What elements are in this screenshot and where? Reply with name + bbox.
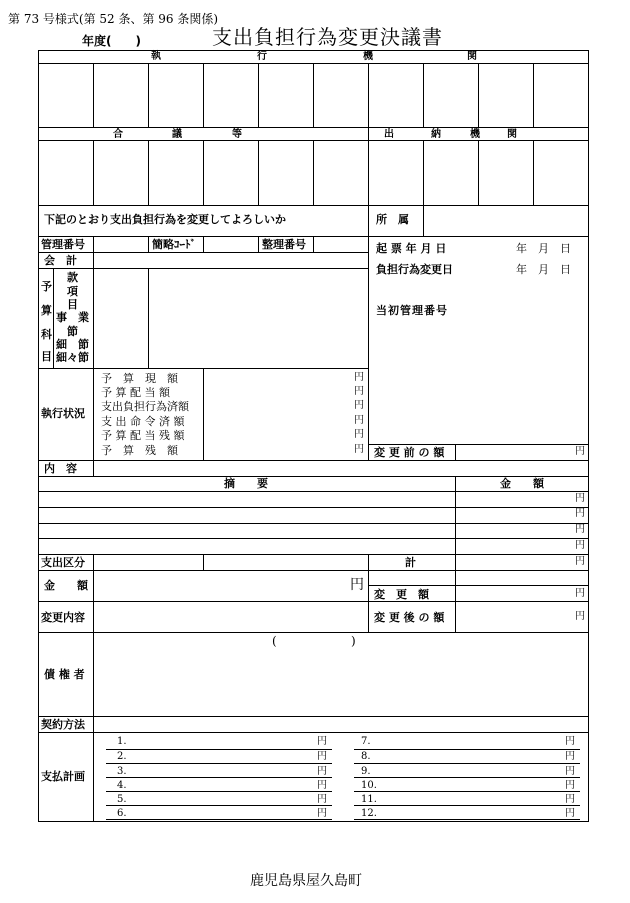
budget-side-char-2: 算 [41,304,52,317]
request-statement: 下記のとおり支出負担行為を変更してよろしいか [44,213,286,226]
divider [38,716,589,717]
stamp-box-divider [423,63,424,127]
plan-underline [106,749,332,750]
stamp-box-divider [148,140,149,205]
plan-underline [106,791,332,792]
budget-side-char-3: 科 [41,328,52,341]
organization-name: 鹿児島県屋久島町 [250,873,362,889]
budget-item-kou: 項 [67,285,78,298]
yen-unit: 円 [575,556,585,567]
plan-underline [354,805,580,806]
column-divider [93,632,94,822]
divider [38,205,589,206]
plan-left-num: 5. [117,794,127,805]
column-divider [93,368,94,460]
creditor-paren-close: ) [351,634,356,648]
council-char-2: 議 [172,129,182,140]
content-label: 内 容 [44,462,77,475]
change-content-label: 変更内容 [41,611,85,624]
divider [38,538,589,539]
yen-unit: 円 [350,577,364,593]
exec-char-2: 行 [257,51,267,62]
exec-char-1: 執 [151,51,161,62]
treasury-char-3: 機 [470,129,480,140]
summary-header: 摘 要 [224,477,268,490]
change-amount-label: 変 更 額 [374,588,429,601]
divider [38,732,589,733]
section-divider [368,236,369,460]
yen-unit: 円 [317,808,327,819]
yen-unit: 円 [565,736,575,747]
column-divider [455,554,456,632]
divider [38,570,589,571]
exec-row-5: 予 算 配 当 残 額 [101,429,185,442]
exec-row-3: 支出負担行為済額 [101,400,189,413]
amount-header: 金 額 [500,477,544,490]
yen-unit: 円 [354,429,364,440]
department-label: 所 属 [376,213,409,226]
expenditure-category-label: 支出区分 [41,556,85,569]
budget-item-jigyou: 事 業 [56,311,89,324]
plan-left-num: 1. [117,736,127,747]
form-number: 第 73 号様式(第 52 条、第 96 条関係) [8,12,219,26]
divider [38,127,589,128]
yen-unit: 円 [354,372,364,383]
column-divider [368,554,369,632]
creditor-label: 債 権 者 [44,668,85,681]
plan-underline [354,749,580,750]
exec-char-4: 関 [467,51,477,62]
column-divider [313,236,314,252]
plan-underline [106,763,332,764]
amount-label: 金 額 [44,579,88,592]
yen-unit: 円 [565,766,575,777]
yen-unit: 円 [565,808,575,819]
plan-right-num: 7. [361,736,371,747]
yen-unit: 円 [317,766,327,777]
stamp-box-divider [203,140,204,205]
yen-unit: 円 [565,780,575,791]
column-divider [258,236,259,252]
stamp-box-divider [313,140,314,205]
plan-left-num: 6. [117,808,127,819]
column-divider [53,268,54,368]
section-divider [368,205,369,236]
yen-unit: 円 [575,446,585,457]
execution-status-label: 執行状況 [41,407,85,420]
plan-underline [354,777,580,778]
change-date-label: 負担行為変更日 [376,263,453,276]
budget-item-moku: 目 [67,298,78,311]
draft-date-value: 年 月 日 [516,242,571,255]
yen-unit: 円 [565,751,575,762]
stamp-box-divider [148,63,149,127]
creditor-paren-open: ( [272,634,277,648]
total-label: 計 [405,556,416,569]
column-divider [93,460,94,476]
yen-unit: 円 [354,400,364,411]
management-number-label: 管理番号 [41,238,85,251]
plan-right-num: 10. [361,780,377,791]
yen-unit: 円 [575,540,585,551]
treasury-char-4: 関 [507,129,517,140]
budget-item-kan: 款 [67,271,78,284]
plan-underline [354,819,580,820]
page-title: 支出負担行為変更決議書 [212,25,443,49]
before-change-amount-label: 変 更 前 の 額 [374,446,445,459]
section-divider [368,127,369,205]
plan-left-num: 3. [117,766,127,777]
section-divider [423,205,424,236]
yen-unit: 円 [575,508,585,519]
plan-underline [354,763,580,764]
yen-unit: 円 [354,386,364,397]
column-divider [203,368,204,460]
council-char-3: 等 [232,129,242,140]
original-management-number-label: 当初管理番号 [376,304,448,317]
exec-row-4: 支 出 命 令 済 額 [101,415,185,428]
treasury-char-2: 納 [431,129,441,140]
draft-date-label: 起 票 年 月 日 [376,242,447,255]
council-char-1: 合 [113,129,123,140]
treasury-char-1: 出 [384,129,394,140]
short-code-label: 簡略ｺｰﾄﾞ [152,238,196,251]
stamp-box-divider [368,63,369,127]
stamp-box-divider [533,140,534,205]
budget-item-setsu: 節 [67,325,78,338]
divider [38,632,589,633]
divider [368,444,589,445]
account-label: 会 計 [44,254,77,267]
exec-row-6: 予 算 残 額 [101,444,178,457]
column-divider [455,476,456,554]
stamp-box-divider [478,140,479,205]
yen-unit: 円 [354,415,364,426]
after-change-amount-label: 変 更 後 の 額 [374,611,445,624]
divider [368,585,589,586]
yen-unit: 円 [565,794,575,805]
plan-right-num: 8. [361,751,371,762]
divider [38,507,589,508]
exec-row-1: 予 算 現 額 [101,372,178,385]
column-divider [203,554,204,570]
exec-char-3: 機 [363,51,373,62]
plan-right-num: 11. [361,794,377,805]
plan-left-num: 4. [117,780,127,791]
divider [38,523,589,524]
column-divider [93,554,94,570]
plan-underline [106,805,332,806]
stamp-box-divider [258,140,259,205]
reference-number-label: 整理番号 [262,238,306,251]
yen-unit: 円 [317,736,327,747]
budget-item-saisetsu: 細 節 [56,338,89,351]
yen-unit: 円 [317,751,327,762]
budget-side-char-4: 目 [41,350,52,363]
divider [38,460,589,461]
column-divider [148,268,149,368]
yen-unit: 円 [317,794,327,805]
column-divider [148,236,149,252]
plan-right-num: 9. [361,766,371,777]
budget-item-saisaisetsu: 細々節 [56,351,89,364]
yen-unit: 円 [317,780,327,791]
plan-right-num: 12. [361,808,377,819]
stamp-box-divider [423,140,424,205]
yen-unit: 円 [575,611,585,622]
yen-unit: 円 [575,493,585,504]
budget-side-char-1: 予 [41,280,52,293]
divider [38,491,589,492]
yen-unit: 円 [575,524,585,535]
change-date-value: 年 月 日 [516,263,571,276]
stamp-box-divider [93,140,94,205]
plan-underline [106,819,332,820]
stamp-box-divider [258,63,259,127]
plan-underline [354,791,580,792]
exec-row-2: 予 算 配 当 額 [101,386,170,399]
yen-unit: 円 [354,444,364,455]
stamp-box-divider [533,63,534,127]
payment-plan-label: 支払計画 [41,770,85,783]
stamp-box-divider [93,63,94,127]
divider [38,601,589,602]
plan-underline [106,777,332,778]
stamp-box-divider [478,63,479,127]
divider [38,252,368,253]
column-divider [455,444,456,460]
column-divider [93,236,94,368]
divider [38,554,589,555]
column-divider [203,236,204,252]
yen-unit: 円 [575,588,585,599]
stamp-box-divider [313,63,314,127]
divider [38,268,368,269]
stamp-box-divider [203,63,204,127]
fiscal-year-label: 年度( ) [82,34,141,48]
plan-left-num: 2. [117,751,127,762]
contract-method-label: 契約方法 [41,718,85,731]
